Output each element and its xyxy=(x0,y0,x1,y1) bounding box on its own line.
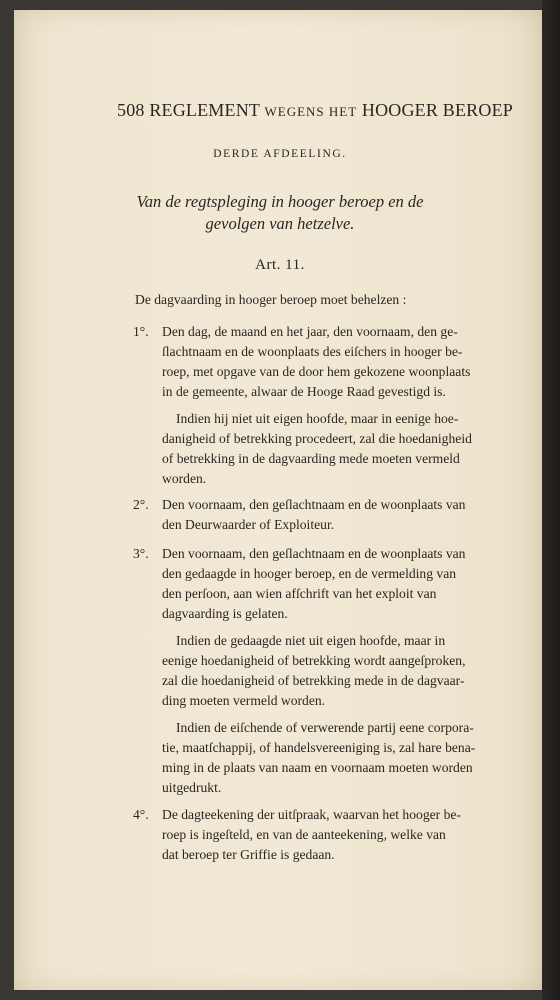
item-line: dagvaarding is gelaten. xyxy=(162,606,288,621)
subtitle-line: gevolgen van hetzelve. xyxy=(205,214,355,233)
section-title: DERDE AFDEELING. xyxy=(213,148,347,160)
item-paragraph-line: Indien de gedaagde niet uit eigen hoofde, maar in xyxy=(176,633,446,648)
item-paragraph-line: worden. xyxy=(162,471,207,486)
article-intro: De dagvaarding in hooger beroep moet behelzen : xyxy=(135,292,407,307)
header-word-wegens-het: WEGENS HET xyxy=(264,104,358,119)
article-title: Art. 11. xyxy=(255,257,305,273)
item-number: 4°. xyxy=(133,807,149,822)
item-paragraph-line: of betrekking in de dagvaarding mede moeten vermeld xyxy=(162,451,460,466)
item-line: den Deurwaarder of Exploiteur. xyxy=(162,517,335,532)
item-line: in de gemeente, alwaar de Hooge Raad gevestigd is. xyxy=(162,384,446,399)
item-paragraph-line: Indien hij niet uit eigen hoofde, maar in eenige hoe- xyxy=(176,411,459,426)
item-paragraph-line: ding moeten vermeld worden. xyxy=(162,693,326,708)
item-line: dat beroep ter Griffie is gedaan. xyxy=(162,847,335,862)
item-number: 2°. xyxy=(133,497,149,512)
subtitle xyxy=(0,191,560,235)
item-number: 1°. xyxy=(133,324,149,339)
page-number: 508 xyxy=(117,100,145,120)
item-paragraph-line: zal die hoedanigheid of betrekking mede in de dagvaar- xyxy=(162,673,465,688)
item-line: Den dag, de maand en het jaar, den voornaam, den ge- xyxy=(162,324,458,339)
item-line: Den voornaam, den geſlachtnaam en de woonplaats van xyxy=(162,497,466,512)
item-line: Den voornaam, den geſlachtnaam en de woonplaats van xyxy=(162,546,466,561)
item-line: den gedaagde in hooger beroep, en de vermelding van xyxy=(162,566,457,581)
item-paragraph-line: uitgedrukt. xyxy=(162,780,222,795)
item-line: ſlachtnaam en de woonplaats des eiſchers in hooger be- xyxy=(162,344,463,359)
item-paragraph-line: tie, maatſchappij, of handelsvereeniging is, zal hare bena- xyxy=(162,740,476,755)
header-word-reglement: REGLEMENT xyxy=(149,100,260,120)
subtitle-line: Van de regtspleging in hooger beroep en de xyxy=(136,192,424,211)
item-number: 3°. xyxy=(133,546,149,561)
item-paragraph-line: ming in de plaats van naam en voornaam moeten worden xyxy=(162,760,473,775)
item-line: roep, met opgave van de door hem gekozene woonplaats xyxy=(162,364,471,379)
item-line: den perſoon, aan wien afſchrift van het exploit van xyxy=(162,586,437,601)
header-word-hooger-beroep: HOOGER BEROEP xyxy=(361,100,513,120)
running-header xyxy=(117,100,513,121)
item-line: roep is ingeſteld, en van de aanteekening, welke van xyxy=(162,827,446,842)
item-paragraph-line: Indien de eiſchende of verwerende partij eene corpora- xyxy=(176,720,474,735)
item-line: De dagteekening der uitſpraak, waarvan het hooger be- xyxy=(162,807,461,822)
item-paragraph-line: danigheid of betrekking procedeert, zal die hoedanigheid xyxy=(162,431,472,446)
item-paragraph-line: eenige hoedanigheid of betrekking wordt aangeſproken, xyxy=(162,653,466,668)
